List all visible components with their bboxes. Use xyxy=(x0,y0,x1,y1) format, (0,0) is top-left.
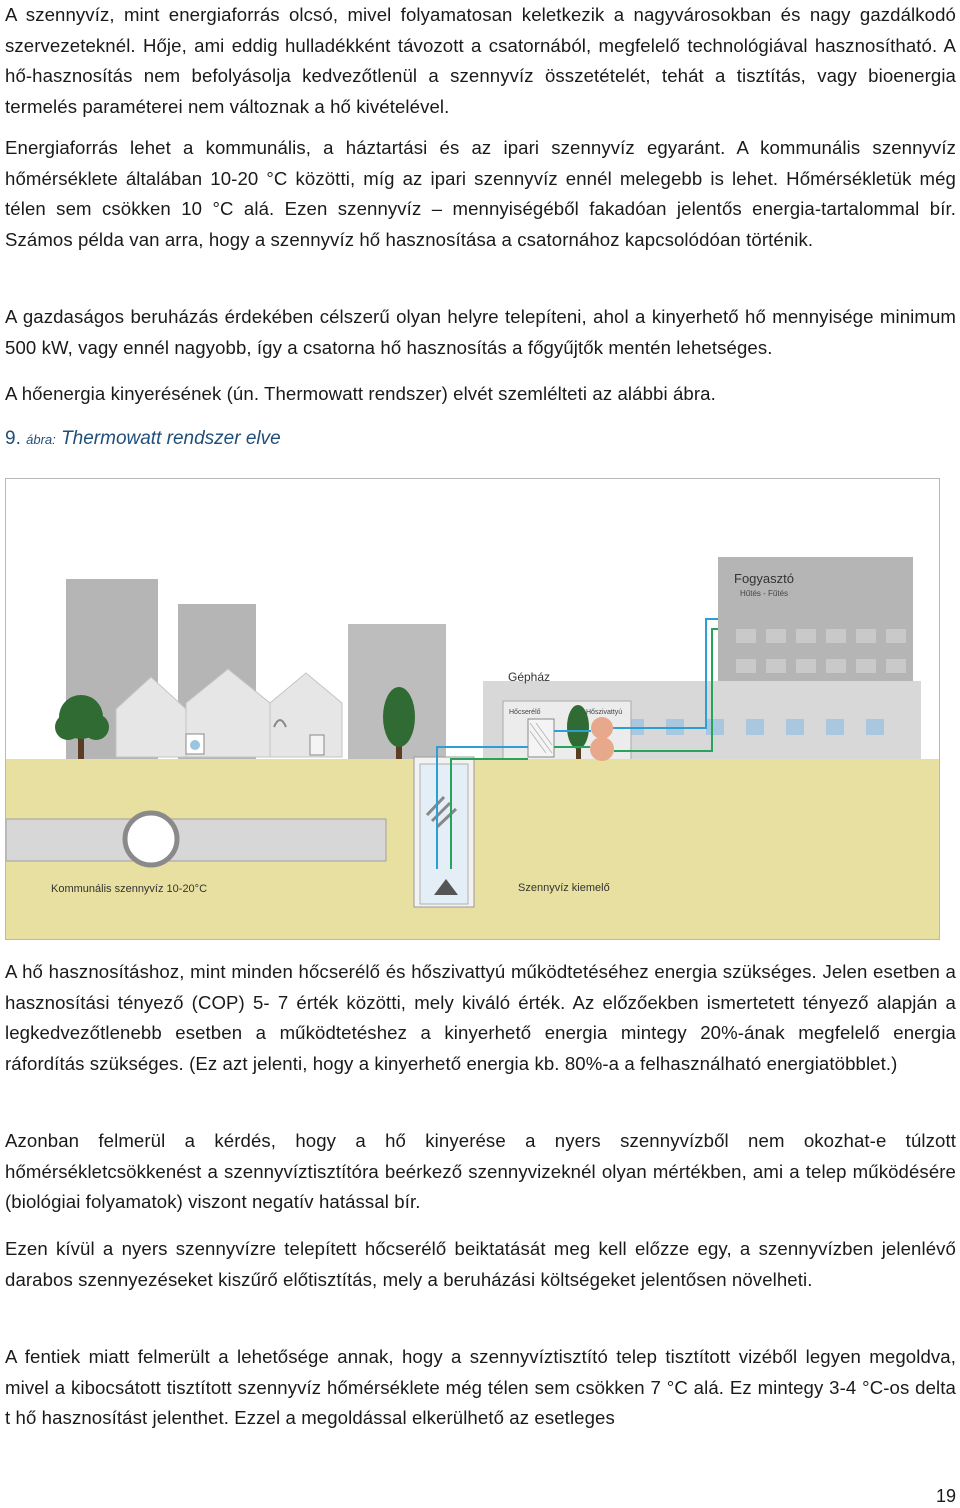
paragraph-6: Azonban felmerül a kérdés, hogy a hő kinyerése a nyers szennyvízből nem okozhat-e túlzott hőmérsékletcsökkenést a szennyvíztisztítóra beérkező szennyvizeknél olyan mértékben, ami a telep működésére (biológiai folyamatok) viszont negatív hatással bír. xyxy=(5,1130,956,1212)
thermowatt-diagram xyxy=(6,479,939,939)
paragraph-7: Ezen kívül a nyers szennyvízre telepített hőcserélő beiktatását meg kell előzze egy, a szennyvízben jelenlévő darabos szennyezéseket kiszűrő előtisztítás, mely a beruházási költségeket jelentősen növelheti. xyxy=(5,1238,956,1290)
figure-caption xyxy=(5,428,281,450)
paragraph-3: A gazdaságos beruházás érdekében célszerű olyan helyre telepíteni, ahol a kinyerhető hő mennyisége minimum 500 kW, vagy ennél nagyobb, így a csatorna hő hasznosítás a főgyűjtők mentén lehetséges. xyxy=(5,306,956,358)
paragraph-5: A hő hasznosításhoz, mint minden hőcserélő és hőszivattyú működtetéséhez energia szükséges. Jelen esetben a hasznosítási tényező (COP) 5- 7 érték közötti, mely kiváló érték. Az előzőekben ismertetett tényező alapján a legkedvezőtlenebb esetben a működtetéshez a kinyerhető energia mintegy 20%-ának megfelelő energia ráfordítás szükséges. (Ez azt jelenti, hogy a kinyerhető energia kb. 80%-a a felhasználható energiatöbblet.) xyxy=(5,961,956,1074)
sewer-pipe-opening xyxy=(125,813,177,865)
municipal-sewage-label: Kommunális szennyvíz 10-20°C xyxy=(51,883,208,895)
machine-house-label: Gépház xyxy=(508,670,551,684)
heat-pump-icon xyxy=(591,717,613,739)
consumer-label: Fogyasztó xyxy=(734,571,794,586)
consumer-sublabel: Hűtés - Fűtés xyxy=(740,589,789,598)
paragraph-4: A hőenergia kinyerésének (ún. Thermowatt rendszer) elvét szemlélteti az alábbi ábra. xyxy=(5,383,716,404)
heat-pump-label: Hőszivattyú xyxy=(586,709,623,716)
thermowatt-figure xyxy=(5,478,940,940)
paragraph-1: A szennyvíz, mint energiaforrás olcsó, mivel folyamatosan keletkezik a nagyvárosokban és nagy gazdálkodó szervezeteknél. Hője, ami eddig hulladékként távozott a csatornából, megfelelő technológiával hasznosítható. A hő-hasznosítás nem befolyásolja kedvezőtlenül a szennyvíz összetételét, tehát a tisztítás, vagy bioenergia termelés paraméterei nem változnak a hő kivételével. xyxy=(5,4,956,117)
washing-machine-drum-icon xyxy=(190,740,200,750)
heat-exchanger-label: Hőcserélő xyxy=(509,709,541,716)
house xyxy=(270,673,342,757)
sewer-pipe xyxy=(6,819,386,861)
page-number: 19 xyxy=(935,1486,956,1506)
paragraph-8: A fentiek miatt felmerült a lehetősége annak, hogy a szennyvíztisztító telep tisztított vizéből legyen megoldva, mivel a kibocsátott tisztított szennyvíz hőmérséklete még télen sem csökken 7 °C alá. Ez mintegy 3-4 °C-os delta t hő hasznosítást jelenthet. Ezzel a megoldással elkerülhető az esetleges xyxy=(5,1346,956,1428)
sewage-lift-label: Szennyvíz kiemelő xyxy=(518,882,610,894)
figure-abra-label: ábra: xyxy=(26,432,56,447)
toilet-icon xyxy=(310,735,324,755)
figure-number: 9. xyxy=(5,428,21,449)
paragraph-2: Energiaforrás lehet a kommunális, a háztartási és az ipari szennyvíz egyaránt. A kommunális szennyvíz hőmérséklete általában 10-20 °C közötti, míg az ipari szennyvíz ennél melegebb is lehet. Hőmérsékletük még télen sem csökken 10 °C alá. Ezen szennyvíz – mennyiségéből fakadóan jelentős energia-tartalommal bír. Számos példa van arra, hogy a szennyvíz hő hasznosítása a csatornához kapcsolódóan történik. xyxy=(5,137,956,250)
figure-title: Thermowatt rendszer elve xyxy=(61,428,281,449)
heat-pump-compressor-icon xyxy=(590,737,614,761)
